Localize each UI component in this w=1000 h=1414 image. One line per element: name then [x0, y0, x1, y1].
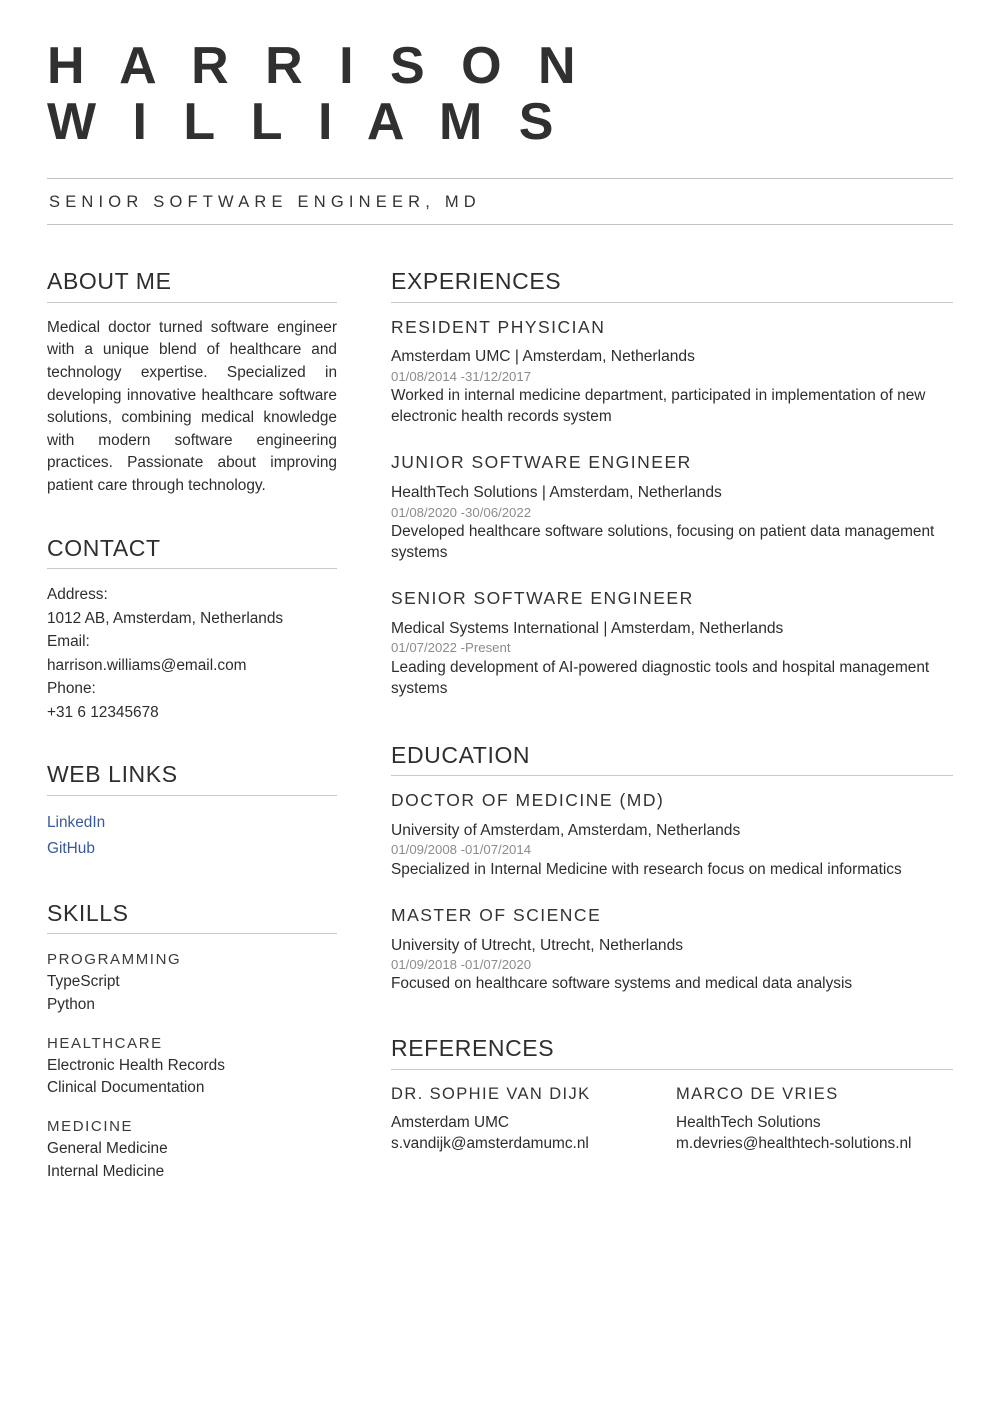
skill-group-medicine	[47, 1115, 337, 1184]
references-divider	[391, 1069, 953, 1070]
experience-organization: Medical Systems International | Amsterdam, Netherlands	[391, 619, 784, 637]
web-link-github[interactable]: GitHub	[47, 840, 95, 858]
section-web-links	[47, 762, 337, 862]
contact-details	[47, 583, 337, 724]
experiences-heading: EXPERIENCES	[391, 268, 562, 295]
section-references	[391, 1036, 953, 1155]
skill-category-label: HEALTHCARE	[47, 1034, 163, 1052]
experience-description: Leading development of AI-powered diagnostic tools and hospital management systems	[391, 658, 930, 697]
references-heading: REFERENCES	[391, 1035, 555, 1062]
experience-organization: Amsterdam UMC | Amsterdam, Netherlands	[391, 348, 695, 366]
skill-item: Electronic Health Records	[47, 1056, 225, 1074]
experience-organization: HealthTech Solutions | Amsterdam, Netherlands	[391, 484, 722, 502]
header-divider-bottom	[47, 224, 953, 225]
email-value: harrison.williams@email.com	[47, 656, 247, 674]
skill-category-label: PROGRAMMING	[47, 950, 182, 968]
address-label: Address:	[47, 586, 108, 604]
education-degree: DOCTOR OF MEDICINE (MD)	[391, 790, 665, 811]
spacer-links	[47, 724, 337, 762]
reference-name: MARCO DE VRIES	[676, 1084, 839, 1103]
experience-date-range: 01/08/2020 -30/06/2022	[391, 504, 532, 520]
reference-email: s.vandijk@amsterdamumc.nl	[391, 1135, 589, 1153]
spacer-contact	[47, 498, 337, 536]
reference-organization: HealthTech Solutions	[676, 1114, 821, 1132]
reference-entry	[676, 1084, 961, 1155]
contact-heading: CONTACT	[47, 534, 161, 561]
experience-description: Worked in internal medicine department, participated in implementation of new electronic health records system	[391, 387, 926, 426]
last-name: W I L L I A M S	[47, 93, 565, 152]
skill-item: General Medicine	[47, 1140, 168, 1158]
web-link-linkedin[interactable]: LinkedIn	[47, 813, 106, 831]
reference-email: m.devries@healthtech-solutions.nl	[676, 1135, 912, 1153]
reference-name: DR. SOPHIE VAN DIJK	[391, 1084, 591, 1103]
about-me-heading: ABOUT ME	[47, 268, 172, 295]
email-label: Email:	[47, 633, 90, 651]
education-degree: MASTER OF SCIENCE	[391, 904, 602, 925]
education-entry	[391, 905, 953, 995]
experience-description: Developed healthcare software solutions, focusing on patient data management systems	[391, 522, 935, 562]
section-education	[391, 743, 953, 995]
resume-header	[47, 0, 953, 225]
spacer-education	[391, 699, 953, 743]
experience-title: RESIDENT PHYSICIAN	[391, 316, 606, 337]
section-skills	[47, 901, 337, 1184]
reference-entry	[391, 1084, 676, 1155]
skills-heading: SKILLS	[47, 899, 129, 926]
web-links-divider	[47, 795, 337, 796]
skills-divider	[47, 933, 337, 934]
about-me-text: Medical doctor turned software engineer with a unique blend of healthcare and technology expertise. Specialized in developing innovative healthcare software solutions, combining medical knowledge with modern software engineering practices. Passionate about improving patient care through technology.	[47, 318, 337, 495]
skill-group-programming	[47, 948, 337, 1017]
education-institution: University of Utrecht, Utrecht, Netherlands	[391, 936, 684, 954]
right-column	[391, 269, 953, 1155]
education-heading: EDUCATION	[391, 741, 531, 768]
about-me-divider	[47, 302, 337, 303]
skill-group-healthcare	[47, 1032, 337, 1101]
spacer-references	[391, 994, 953, 1036]
reference-organization: Amsterdam UMC	[391, 1114, 510, 1132]
education-divider	[391, 775, 953, 776]
education-institution: University of Amsterdam, Amsterdam, Netherlands	[391, 822, 741, 840]
section-contact	[47, 536, 337, 725]
content-columns	[47, 269, 953, 1183]
first-name: H A R R I S O N	[47, 37, 587, 95]
spacer-skills	[47, 863, 337, 901]
skill-item: Internal Medicine	[47, 1162, 165, 1180]
skill-item: Python	[47, 995, 95, 1013]
experience-entry	[391, 588, 953, 699]
education-entry	[391, 790, 953, 880]
experience-entry	[391, 452, 953, 563]
address-value: 1012 AB, Amsterdam, Netherlands	[47, 609, 284, 627]
experiences-divider	[391, 302, 953, 303]
section-about-me	[47, 269, 337, 497]
experience-title: JUNIOR SOFTWARE ENGINEER	[391, 452, 692, 473]
experience-title: SENIOR SOFTWARE ENGINEER	[391, 588, 694, 609]
experience-date-range: 01/08/2014 -31/12/2017	[391, 368, 532, 384]
experience-date-range: 01/07/2022 -Present	[391, 640, 511, 656]
skill-category-label: MEDICINE	[47, 1118, 134, 1136]
skill-item: Clinical Documentation	[47, 1079, 205, 1097]
section-experiences	[391, 269, 953, 699]
education-description: Specialized in Internal Medicine with research focus on medical informatics	[391, 860, 902, 878]
left-column	[47, 269, 337, 1183]
education-description: Focused on healthcare software systems and medical data analysis	[391, 975, 853, 993]
references-row	[391, 1084, 953, 1155]
phone-value: +31 6 12345678	[47, 703, 159, 721]
contact-divider	[47, 568, 337, 569]
professional-title: SENIOR SOFTWARE ENGINEER, MD	[49, 193, 481, 212]
education-date-range: 01/09/2008 -01/07/2014	[391, 842, 532, 858]
phone-label: Phone:	[47, 680, 96, 698]
web-links-heading: WEB LINKS	[47, 761, 178, 788]
web-links-list	[47, 810, 337, 863]
experience-entry	[391, 317, 953, 428]
skill-item: TypeScript	[47, 973, 120, 991]
education-date-range: 01/09/2018 -01/07/2020	[391, 956, 532, 972]
